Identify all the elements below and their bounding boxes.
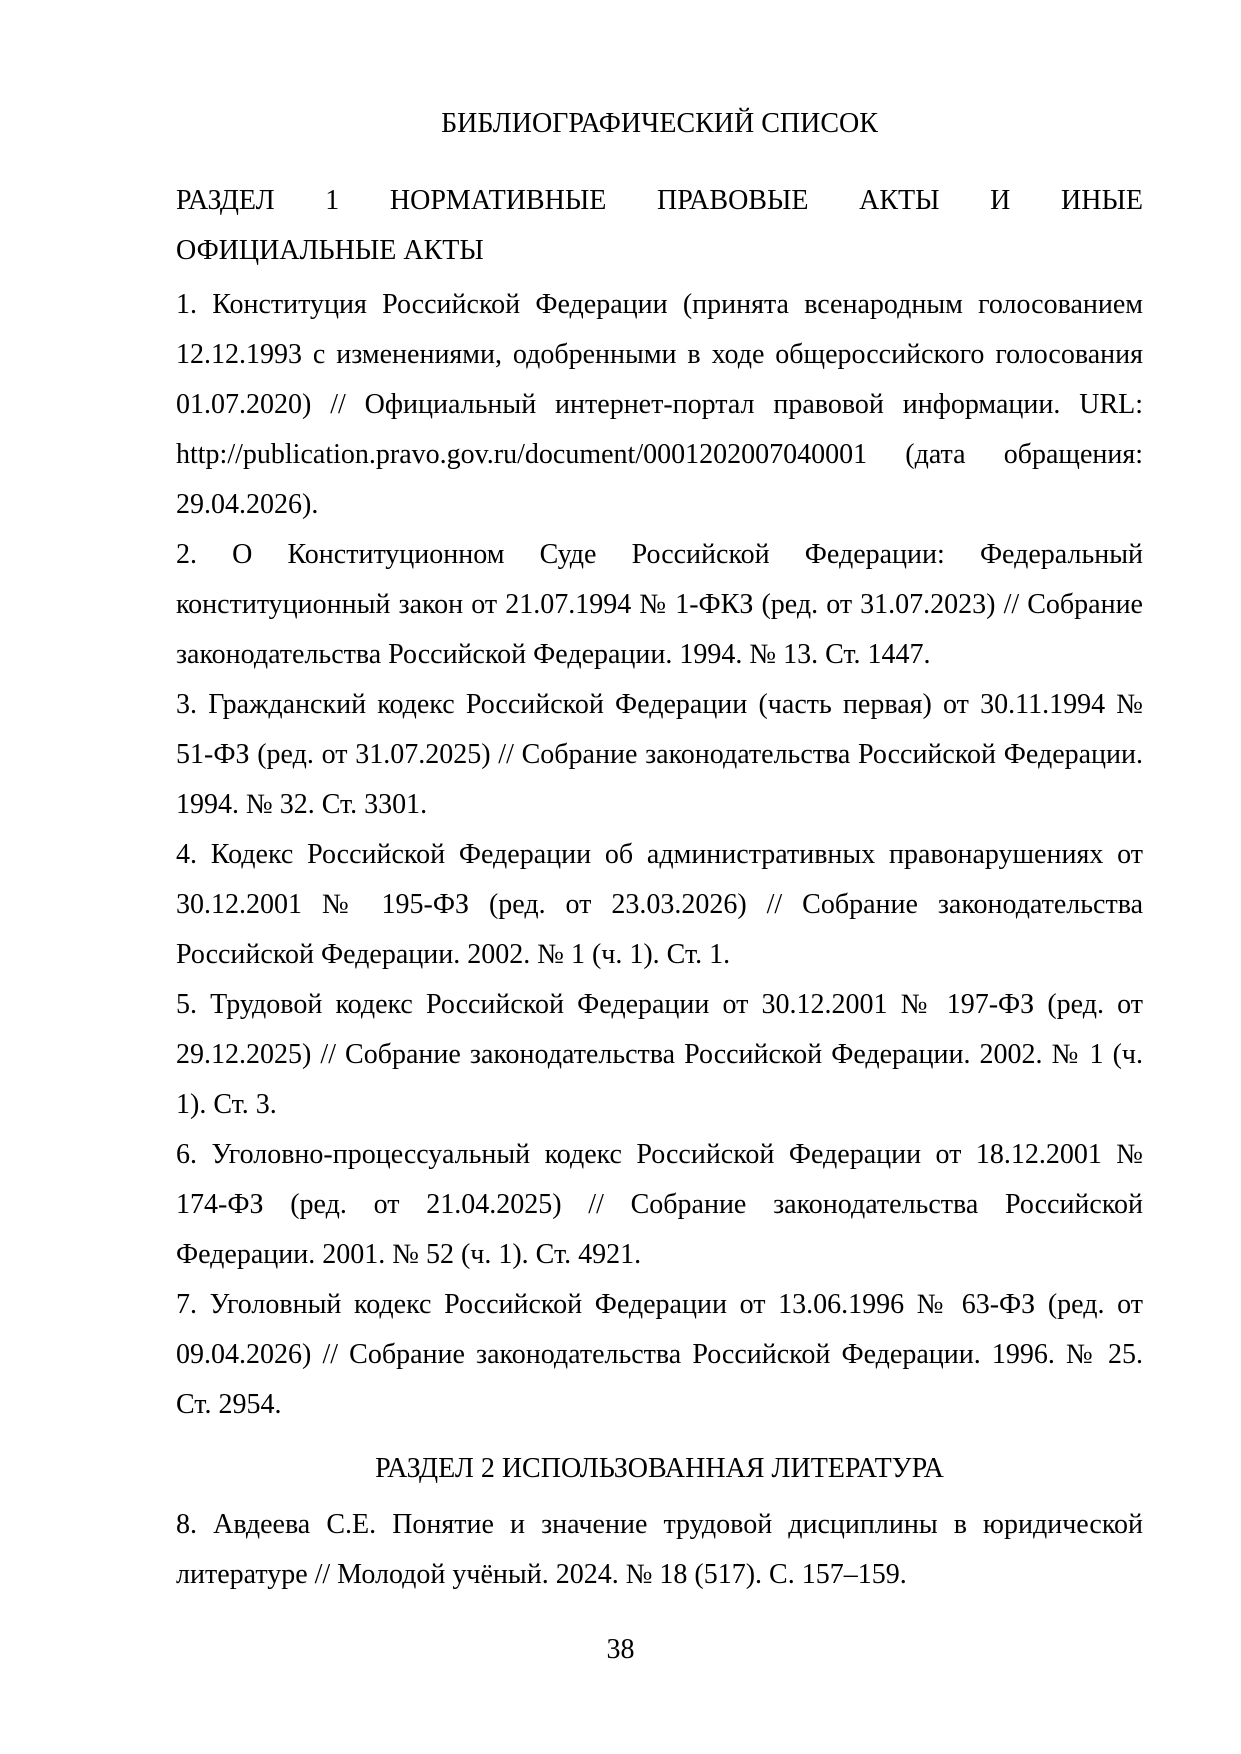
bibliography-entry: 8. Авдеева С.Е. Понятие и значение трудовой дисциплины в юридической литературе // Молодой учёный. 2024. № 18 (517). С. 157–159. [176,1509,1143,1590]
document-page [176,100,1143,1600]
section-2-entries [176,1500,1143,1600]
bibliography-entry: 2. О Конституционном Суде Российской Федерации: Федеральный конституционный закон от 21.07.1994 № 1-ФКЗ (ред. от 31.07.2023) // Собрание законодательства Российской Федерации. 1994. № 13. Ст. 1447. [176,539,1143,670]
page-title: БИБЛИОГРАФИЧЕСКИЙ СПИСОК [441,108,878,139]
bibliography-entry: 4. Кодекс Российской Федерации об административных правонарушениях от 30.12.2001 № 195-ФЗ (ред. от 23.03.2026) // Собрание законодательства Российской Федерации. 2002. № 1 (ч. 1). Ст. 1. [176,839,1143,970]
section-2-heading: РАЗДЕЛ 2 ИСПОЛЬЗОВАННАЯ ЛИТЕРАТУРА [375,1453,944,1484]
page-number: 38 [606,1634,635,1665]
section-1-heading-line-1: РАЗДЕЛ 1 НОРМАТИВНЫЕ ПРАВОВЫЕ АКТЫ И ИНЫЕ [176,185,1143,216]
section-1-heading [176,176,1143,276]
bibliography-entry: 5. Трудовой кодекс Российской Федерации от 30.12.2001 № 197-ФЗ (ред. от 29.12.2025) // Собрание законодательства Российской Федерации. 2002. № 1 (ч. 1). Ст. 3. [176,989,1143,1120]
section-1-entries [176,280,1143,1430]
bibliography-entry: 1. Конституция Российской Федерации (принята всенародным голосованием 12.12.1993 с изменениями, одобренными в ходе общероссийского голосования 01.07.2020) // Официальный интернет-портал правовой информации. URL: http://publication.pravo.gov.ru/document/0001202007040001 (дата обращения: 29.04.2026). [176,289,1143,520]
section-1-heading-line-2: ОФИЦИАЛЬНЫЕ АКТЫ [176,235,484,266]
bibliography-entry: 6. Уголовно-процессуальный кодекс Российской Федерации от 18.12.2001 № 174-ФЗ (ред. от 21.04.2025) // Собрание законодательства Российской Федерации. 2001. № 52 (ч. 1). Ст. 4921. [176,1139,1143,1270]
bibliography-entry: 7. Уголовный кодекс Российской Федерации от 13.06.1996 № 63-ФЗ (ред. от 09.04.2026) // Собрание законодательства Российской Федерации. 1996. № 25. Ст. 2954. [176,1289,1143,1420]
bibliography-entry: 3. Гражданский кодекс Российской Федерации (часть первая) от 30.11.1994 № 51-ФЗ (ред. от 31.07.2025) // Собрание законодательства Российской Федерации. 1994. № 32. Ст. 3301. [176,689,1143,820]
